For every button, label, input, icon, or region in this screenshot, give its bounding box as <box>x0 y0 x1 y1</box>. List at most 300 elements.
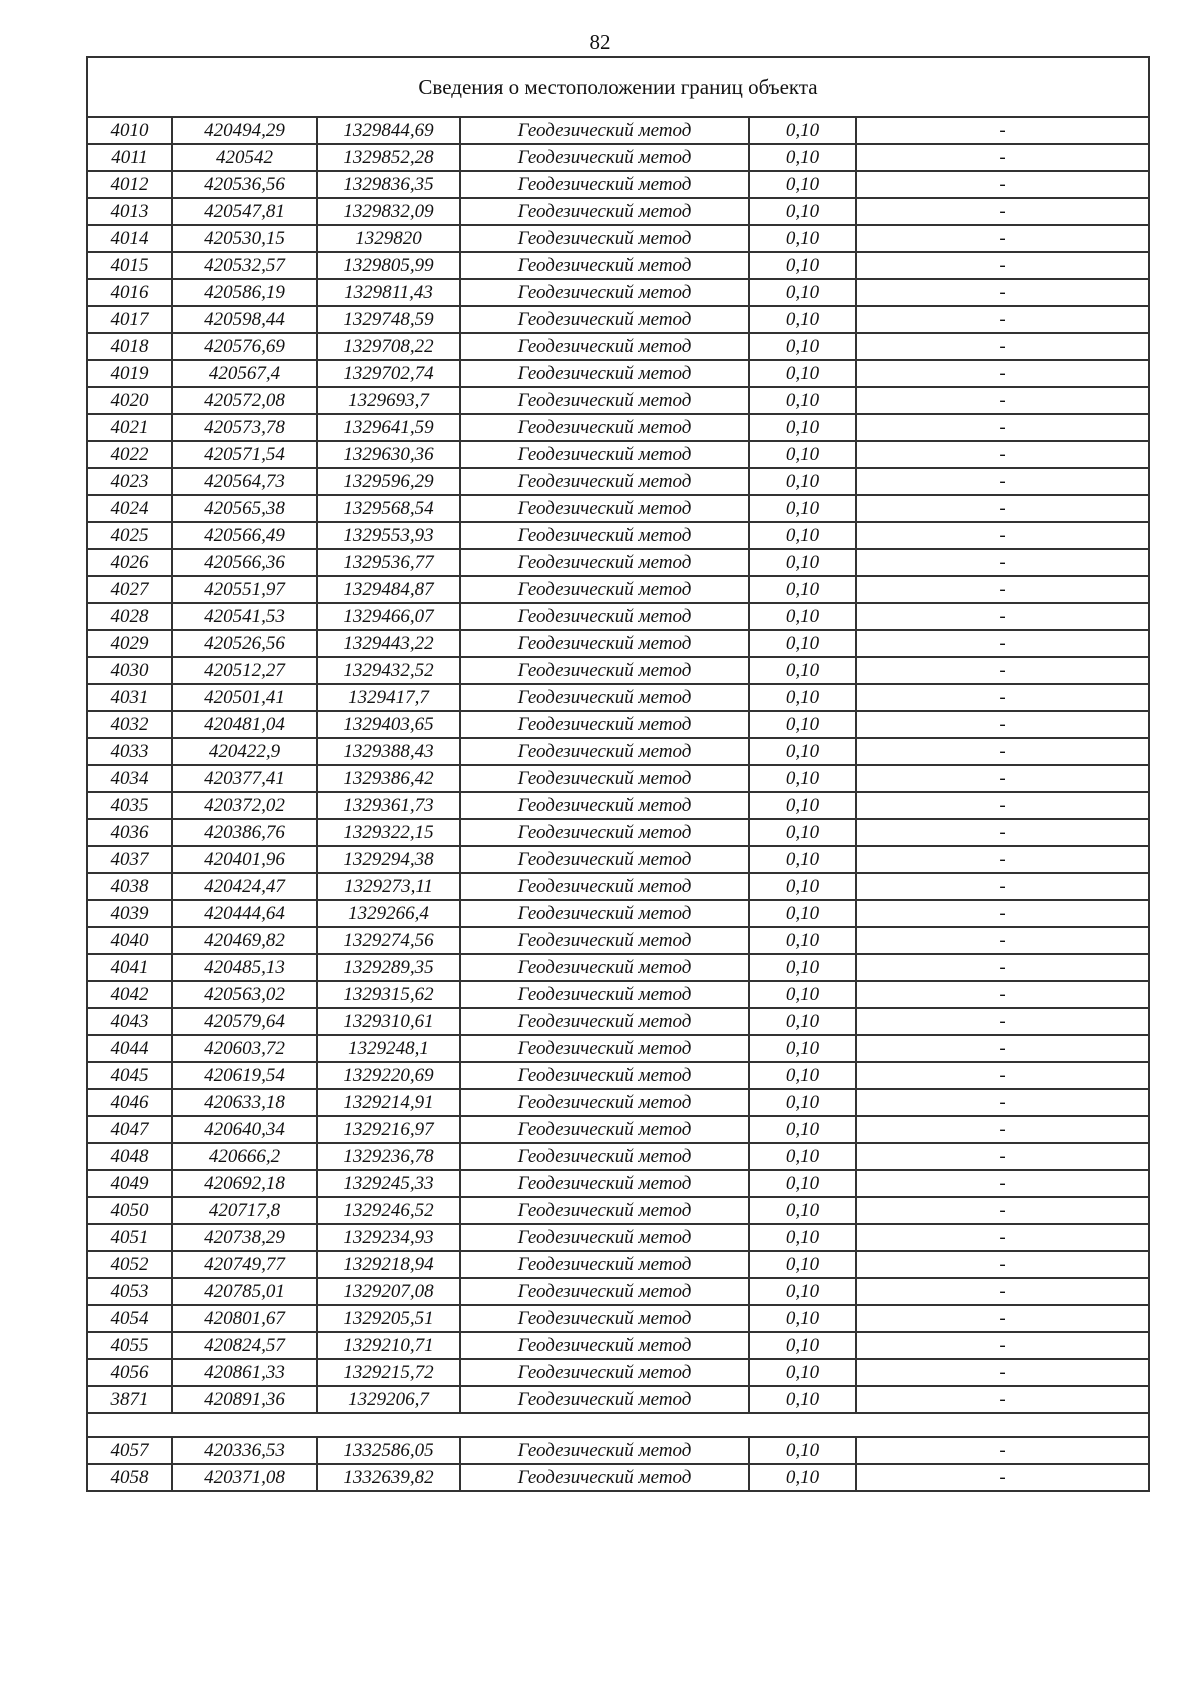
x-coordinate-cell: 420603,72 <box>172 1035 317 1062</box>
description-cell: - <box>856 1464 1149 1491</box>
method-cell: Геодезический метод <box>460 1332 749 1359</box>
table-row <box>87 441 1149 468</box>
table-row <box>87 738 1149 765</box>
x-coordinate-cell: 420547,81 <box>172 198 317 225</box>
x-coordinate-cell: 420532,57 <box>172 252 317 279</box>
method-cell: Геодезический метод <box>460 1062 749 1089</box>
description-cell: - <box>856 981 1149 1008</box>
x-coordinate-cell: 420424,47 <box>172 873 317 900</box>
y-coordinate-cell: 1329388,43 <box>317 738 460 765</box>
table-row <box>87 1359 1149 1386</box>
x-coordinate-cell: 420371,08 <box>172 1464 317 1491</box>
description-cell: - <box>856 252 1149 279</box>
y-coordinate-cell: 1329361,73 <box>317 792 460 819</box>
table-row <box>87 549 1149 576</box>
point-number-cell: 4032 <box>87 711 172 738</box>
x-coordinate-cell: 420564,73 <box>172 468 317 495</box>
point-number-cell: 4023 <box>87 468 172 495</box>
x-coordinate-cell: 420386,76 <box>172 819 317 846</box>
point-number-cell: 4052 <box>87 1251 172 1278</box>
accuracy-cell: 0,10 <box>749 630 856 657</box>
table-row <box>87 846 1149 873</box>
method-cell: Геодезический метод <box>460 657 749 684</box>
y-coordinate-cell: 1329246,52 <box>317 1197 460 1224</box>
x-coordinate-cell: 420573,78 <box>172 414 317 441</box>
description-cell: - <box>856 1359 1149 1386</box>
description-cell: - <box>856 1062 1149 1089</box>
x-coordinate-cell: 420444,64 <box>172 900 317 927</box>
table-row <box>87 1116 1149 1143</box>
point-number-cell: 4027 <box>87 576 172 603</box>
method-cell: Геодезический метод <box>460 765 749 792</box>
y-coordinate-cell: 1329403,65 <box>317 711 460 738</box>
description-cell: - <box>856 225 1149 252</box>
description-cell: - <box>856 684 1149 711</box>
table-row <box>87 171 1149 198</box>
accuracy-cell: 0,10 <box>749 1116 856 1143</box>
x-coordinate-cell: 420666,2 <box>172 1143 317 1170</box>
description-cell: - <box>856 279 1149 306</box>
description-cell: - <box>856 819 1149 846</box>
y-coordinate-cell: 1329748,59 <box>317 306 460 333</box>
description-cell: - <box>856 117 1149 144</box>
point-number-cell: 4022 <box>87 441 172 468</box>
table-row <box>87 630 1149 657</box>
point-number-cell: 4014 <box>87 225 172 252</box>
x-coordinate-cell: 420598,44 <box>172 306 317 333</box>
accuracy-cell: 0,10 <box>749 1359 856 1386</box>
accuracy-cell: 0,10 <box>749 1197 856 1224</box>
method-cell: Геодезический метод <box>460 630 749 657</box>
description-cell: - <box>856 522 1149 549</box>
y-coordinate-cell: 1329206,7 <box>317 1386 460 1413</box>
accuracy-cell: 0,10 <box>749 981 856 1008</box>
description-cell: - <box>856 1224 1149 1251</box>
method-cell: Геодезический метод <box>460 846 749 873</box>
point-number-cell: 4010 <box>87 117 172 144</box>
y-coordinate-cell: 1329432,52 <box>317 657 460 684</box>
accuracy-cell: 0,10 <box>749 846 856 873</box>
description-cell: - <box>856 198 1149 225</box>
accuracy-cell: 0,10 <box>749 441 856 468</box>
accuracy-cell: 0,10 <box>749 198 856 225</box>
description-cell: - <box>856 1035 1149 1062</box>
accuracy-cell: 0,10 <box>749 117 856 144</box>
description-cell: - <box>856 1305 1149 1332</box>
y-coordinate-cell: 1329417,7 <box>317 684 460 711</box>
accuracy-cell: 0,10 <box>749 819 856 846</box>
accuracy-cell: 0,10 <box>749 252 856 279</box>
point-number-cell: 4026 <box>87 549 172 576</box>
description-cell: - <box>856 1251 1149 1278</box>
method-cell: Геодезический метод <box>460 387 749 414</box>
description-cell: - <box>856 1143 1149 1170</box>
point-number-cell: 4012 <box>87 171 172 198</box>
y-coordinate-cell: 1329702,74 <box>317 360 460 387</box>
y-coordinate-cell: 1329553,93 <box>317 522 460 549</box>
method-cell: Геодезический метод <box>460 954 749 981</box>
x-coordinate-cell: 420861,33 <box>172 1359 317 1386</box>
method-cell: Геодезический метод <box>460 927 749 954</box>
method-cell: Геодезический метод <box>460 1224 749 1251</box>
separator-row <box>87 1413 1149 1437</box>
method-cell: Геодезический метод <box>460 1437 749 1464</box>
accuracy-cell: 0,10 <box>749 900 856 927</box>
description-cell: - <box>856 495 1149 522</box>
table-title-row <box>87 57 1149 117</box>
y-coordinate-cell: 1329536,77 <box>317 549 460 576</box>
x-coordinate-cell: 420542 <box>172 144 317 171</box>
table-row <box>87 927 1149 954</box>
x-coordinate-cell: 420563,02 <box>172 981 317 1008</box>
y-coordinate-cell: 1329289,35 <box>317 954 460 981</box>
y-coordinate-cell: 1329220,69 <box>317 1062 460 1089</box>
accuracy-cell: 0,10 <box>749 1035 856 1062</box>
method-cell: Геодезический метод <box>460 414 749 441</box>
description-cell: - <box>856 1197 1149 1224</box>
y-coordinate-cell: 1329315,62 <box>317 981 460 1008</box>
point-number-cell: 4033 <box>87 738 172 765</box>
description-cell: - <box>856 954 1149 981</box>
x-coordinate-cell: 420640,34 <box>172 1116 317 1143</box>
y-coordinate-cell: 1329294,38 <box>317 846 460 873</box>
description-cell: - <box>856 1332 1149 1359</box>
x-coordinate-cell: 420541,53 <box>172 603 317 630</box>
point-number-cell: 4040 <box>87 927 172 954</box>
description-cell: - <box>856 576 1149 603</box>
point-number-cell: 4034 <box>87 765 172 792</box>
y-coordinate-cell: 1329820 <box>317 225 460 252</box>
y-coordinate-cell: 1329207,08 <box>317 1278 460 1305</box>
table-row <box>87 333 1149 360</box>
accuracy-cell: 0,10 <box>749 171 856 198</box>
table-row <box>87 495 1149 522</box>
accuracy-cell: 0,10 <box>749 468 856 495</box>
accuracy-cell: 0,10 <box>749 279 856 306</box>
x-coordinate-cell: 420481,04 <box>172 711 317 738</box>
table-row <box>87 603 1149 630</box>
point-number-cell: 4018 <box>87 333 172 360</box>
method-cell: Геодезический метод <box>460 873 749 900</box>
point-number-cell: 4058 <box>87 1464 172 1491</box>
accuracy-cell: 0,10 <box>749 684 856 711</box>
method-cell: Геодезический метод <box>460 360 749 387</box>
point-number-cell: 4044 <box>87 1035 172 1062</box>
point-number-cell: 3871 <box>87 1386 172 1413</box>
accuracy-cell: 0,10 <box>749 1437 856 1464</box>
y-coordinate-cell: 1329216,97 <box>317 1116 460 1143</box>
point-number-cell: 4029 <box>87 630 172 657</box>
description-cell: - <box>856 738 1149 765</box>
table-row <box>87 576 1149 603</box>
table-row <box>87 279 1149 306</box>
description-cell: - <box>856 1170 1149 1197</box>
separator-cell <box>87 1413 1149 1437</box>
point-number-cell: 4015 <box>87 252 172 279</box>
x-coordinate-cell: 420576,69 <box>172 333 317 360</box>
x-coordinate-cell: 420749,77 <box>172 1251 317 1278</box>
point-number-cell: 4035 <box>87 792 172 819</box>
x-coordinate-cell: 420717,8 <box>172 1197 317 1224</box>
accuracy-cell: 0,10 <box>749 927 856 954</box>
point-number-cell: 4013 <box>87 198 172 225</box>
x-coordinate-cell: 420551,97 <box>172 576 317 603</box>
table-row <box>87 1197 1149 1224</box>
y-coordinate-cell: 1329266,4 <box>317 900 460 927</box>
method-cell: Геодезический метод <box>460 1170 749 1197</box>
y-coordinate-cell: 1329596,29 <box>317 468 460 495</box>
method-cell: Геодезический метод <box>460 441 749 468</box>
description-cell: - <box>856 306 1149 333</box>
point-number-cell: 4049 <box>87 1170 172 1197</box>
point-number-cell: 4050 <box>87 1197 172 1224</box>
x-coordinate-cell: 420566,36 <box>172 549 317 576</box>
table-row <box>87 1464 1149 1491</box>
method-cell: Геодезический метод <box>460 495 749 522</box>
accuracy-cell: 0,10 <box>749 522 856 549</box>
y-coordinate-cell: 1329273,11 <box>317 873 460 900</box>
table-row <box>87 657 1149 684</box>
x-coordinate-cell: 420485,13 <box>172 954 317 981</box>
point-number-cell: 4041 <box>87 954 172 981</box>
table-row <box>87 252 1149 279</box>
description-cell: - <box>856 1089 1149 1116</box>
point-number-cell: 4028 <box>87 603 172 630</box>
table-row <box>87 1170 1149 1197</box>
accuracy-cell: 0,10 <box>749 333 856 360</box>
y-coordinate-cell: 1329811,43 <box>317 279 460 306</box>
x-coordinate-cell: 420530,15 <box>172 225 317 252</box>
x-coordinate-cell: 420501,41 <box>172 684 317 711</box>
table-row <box>87 1062 1149 1089</box>
table-row <box>87 1224 1149 1251</box>
description-cell: - <box>856 603 1149 630</box>
y-coordinate-cell: 1329215,72 <box>317 1359 460 1386</box>
point-number-cell: 4042 <box>87 981 172 1008</box>
description-cell: - <box>856 657 1149 684</box>
accuracy-cell: 0,10 <box>749 873 856 900</box>
x-coordinate-cell: 420586,19 <box>172 279 317 306</box>
point-number-cell: 4046 <box>87 1089 172 1116</box>
table-row <box>87 1143 1149 1170</box>
method-cell: Геодезический метод <box>460 576 749 603</box>
y-coordinate-cell: 1329214,91 <box>317 1089 460 1116</box>
point-number-cell: 4037 <box>87 846 172 873</box>
point-number-cell: 4016 <box>87 279 172 306</box>
x-coordinate-cell: 420512,27 <box>172 657 317 684</box>
accuracy-cell: 0,10 <box>749 1464 856 1491</box>
y-coordinate-cell: 1329832,09 <box>317 198 460 225</box>
y-coordinate-cell: 1329805,99 <box>317 252 460 279</box>
x-coordinate-cell: 420633,18 <box>172 1089 317 1116</box>
y-coordinate-cell: 1329836,35 <box>317 171 460 198</box>
method-cell: Геодезический метод <box>460 549 749 576</box>
x-coordinate-cell: 420566,49 <box>172 522 317 549</box>
description-cell: - <box>856 630 1149 657</box>
point-number-cell: 4020 <box>87 387 172 414</box>
y-coordinate-cell: 1329852,28 <box>317 144 460 171</box>
y-coordinate-cell: 1329708,22 <box>317 333 460 360</box>
table-row <box>87 1278 1149 1305</box>
table-row <box>87 873 1149 900</box>
x-coordinate-cell: 420401,96 <box>172 846 317 873</box>
table-row <box>87 1386 1149 1413</box>
point-number-cell: 4017 <box>87 306 172 333</box>
x-coordinate-cell: 420377,41 <box>172 765 317 792</box>
point-number-cell: 4011 <box>87 144 172 171</box>
method-cell: Геодезический метод <box>460 711 749 738</box>
y-coordinate-cell: 1329234,93 <box>317 1224 460 1251</box>
accuracy-cell: 0,10 <box>749 306 856 333</box>
y-coordinate-cell: 1329218,94 <box>317 1251 460 1278</box>
accuracy-cell: 0,10 <box>749 1224 856 1251</box>
y-coordinate-cell: 1329386,42 <box>317 765 460 792</box>
description-cell: - <box>856 441 1149 468</box>
accuracy-cell: 0,10 <box>749 738 856 765</box>
accuracy-cell: 0,10 <box>749 1089 856 1116</box>
point-number-cell: 4054 <box>87 1305 172 1332</box>
table-row <box>87 684 1149 711</box>
method-cell: Геодезический метод <box>460 1089 749 1116</box>
description-cell: - <box>856 1386 1149 1413</box>
description-cell: - <box>856 360 1149 387</box>
table-row <box>87 225 1149 252</box>
point-number-cell: 4025 <box>87 522 172 549</box>
method-cell: Геодезический метод <box>460 1008 749 1035</box>
table-row <box>87 1008 1149 1035</box>
accuracy-cell: 0,10 <box>749 1008 856 1035</box>
table-row <box>87 306 1149 333</box>
description-cell: - <box>856 846 1149 873</box>
x-coordinate-cell: 420536,56 <box>172 171 317 198</box>
table-row <box>87 117 1149 144</box>
table-row <box>87 765 1149 792</box>
table-row <box>87 522 1149 549</box>
y-coordinate-cell: 1329205,51 <box>317 1305 460 1332</box>
method-cell: Геодезический метод <box>460 468 749 495</box>
point-number-cell: 4021 <box>87 414 172 441</box>
method-cell: Геодезический метод <box>460 1305 749 1332</box>
y-coordinate-cell: 1329310,61 <box>317 1008 460 1035</box>
table-row <box>87 1437 1149 1464</box>
y-coordinate-cell: 1329443,22 <box>317 630 460 657</box>
y-coordinate-cell: 1329245,33 <box>317 1170 460 1197</box>
y-coordinate-cell: 1329641,59 <box>317 414 460 441</box>
method-cell: Геодезический метод <box>460 1251 749 1278</box>
point-number-cell: 4053 <box>87 1278 172 1305</box>
boundary-coordinates-table <box>86 56 1150 1492</box>
point-number-cell: 4043 <box>87 1008 172 1035</box>
method-cell: Геодезический метод <box>460 1143 749 1170</box>
method-cell: Геодезический метод <box>460 306 749 333</box>
accuracy-cell: 0,10 <box>749 603 856 630</box>
accuracy-cell: 0,10 <box>749 1332 856 1359</box>
description-cell: - <box>856 549 1149 576</box>
x-coordinate-cell: 420692,18 <box>172 1170 317 1197</box>
x-coordinate-cell: 420824,57 <box>172 1332 317 1359</box>
method-cell: Геодезический метод <box>460 1386 749 1413</box>
description-cell: - <box>856 171 1149 198</box>
x-coordinate-cell: 420422,9 <box>172 738 317 765</box>
x-coordinate-cell: 420579,64 <box>172 1008 317 1035</box>
method-cell: Геодезический метод <box>460 1116 749 1143</box>
description-cell: - <box>856 873 1149 900</box>
point-number-cell: 4045 <box>87 1062 172 1089</box>
table-row <box>87 468 1149 495</box>
description-cell: - <box>856 1437 1149 1464</box>
description-cell: - <box>856 711 1149 738</box>
x-coordinate-cell: 420526,56 <box>172 630 317 657</box>
y-coordinate-cell: 1329484,87 <box>317 576 460 603</box>
point-number-cell: 4031 <box>87 684 172 711</box>
method-cell: Геодезический метод <box>460 1035 749 1062</box>
table-row <box>87 387 1149 414</box>
method-cell: Геодезический метод <box>460 738 749 765</box>
table-row <box>87 1089 1149 1116</box>
accuracy-cell: 0,10 <box>749 387 856 414</box>
table-row <box>87 414 1149 441</box>
accuracy-cell: 0,10 <box>749 657 856 684</box>
x-coordinate-cell: 420801,67 <box>172 1305 317 1332</box>
point-number-cell: 4051 <box>87 1224 172 1251</box>
table-row <box>87 144 1149 171</box>
x-coordinate-cell: 420469,82 <box>172 927 317 954</box>
method-cell: Геодезический метод <box>460 117 749 144</box>
table-row <box>87 1035 1149 1062</box>
accuracy-cell: 0,10 <box>749 225 856 252</box>
description-cell: - <box>856 792 1149 819</box>
table-row <box>87 981 1149 1008</box>
method-cell: Геодезический метод <box>460 603 749 630</box>
description-cell: - <box>856 144 1149 171</box>
y-coordinate-cell: 1329236,78 <box>317 1143 460 1170</box>
method-cell: Геодезический метод <box>460 792 749 819</box>
point-number-cell: 4036 <box>87 819 172 846</box>
table-row <box>87 198 1149 225</box>
accuracy-cell: 0,10 <box>749 954 856 981</box>
method-cell: Геодезический метод <box>460 1464 749 1491</box>
accuracy-cell: 0,10 <box>749 1386 856 1413</box>
x-coordinate-cell: 420572,08 <box>172 387 317 414</box>
description-cell: - <box>856 333 1149 360</box>
point-number-cell: 4047 <box>87 1116 172 1143</box>
method-cell: Геодезический метод <box>460 819 749 846</box>
method-cell: Геодезический метод <box>460 981 749 1008</box>
x-coordinate-cell: 420494,29 <box>172 117 317 144</box>
table-row <box>87 1332 1149 1359</box>
description-cell: - <box>856 468 1149 495</box>
y-coordinate-cell: 1329466,07 <box>317 603 460 630</box>
accuracy-cell: 0,10 <box>749 711 856 738</box>
y-coordinate-cell: 1332639,82 <box>317 1464 460 1491</box>
method-cell: Геодезический метод <box>460 684 749 711</box>
y-coordinate-cell: 1332586,05 <box>317 1437 460 1464</box>
y-coordinate-cell: 1329210,71 <box>317 1332 460 1359</box>
table-row <box>87 1251 1149 1278</box>
accuracy-cell: 0,10 <box>749 1251 856 1278</box>
x-coordinate-cell: 420738,29 <box>172 1224 317 1251</box>
x-coordinate-cell: 420567,4 <box>172 360 317 387</box>
x-coordinate-cell: 420891,36 <box>172 1386 317 1413</box>
method-cell: Геодезический метод <box>460 225 749 252</box>
method-cell: Геодезический метод <box>460 1278 749 1305</box>
method-cell: Геодезический метод <box>460 333 749 360</box>
table-row <box>87 954 1149 981</box>
point-number-cell: 4056 <box>87 1359 172 1386</box>
y-coordinate-cell: 1329630,36 <box>317 441 460 468</box>
method-cell: Геодезический метод <box>460 522 749 549</box>
x-coordinate-cell: 420372,02 <box>172 792 317 819</box>
